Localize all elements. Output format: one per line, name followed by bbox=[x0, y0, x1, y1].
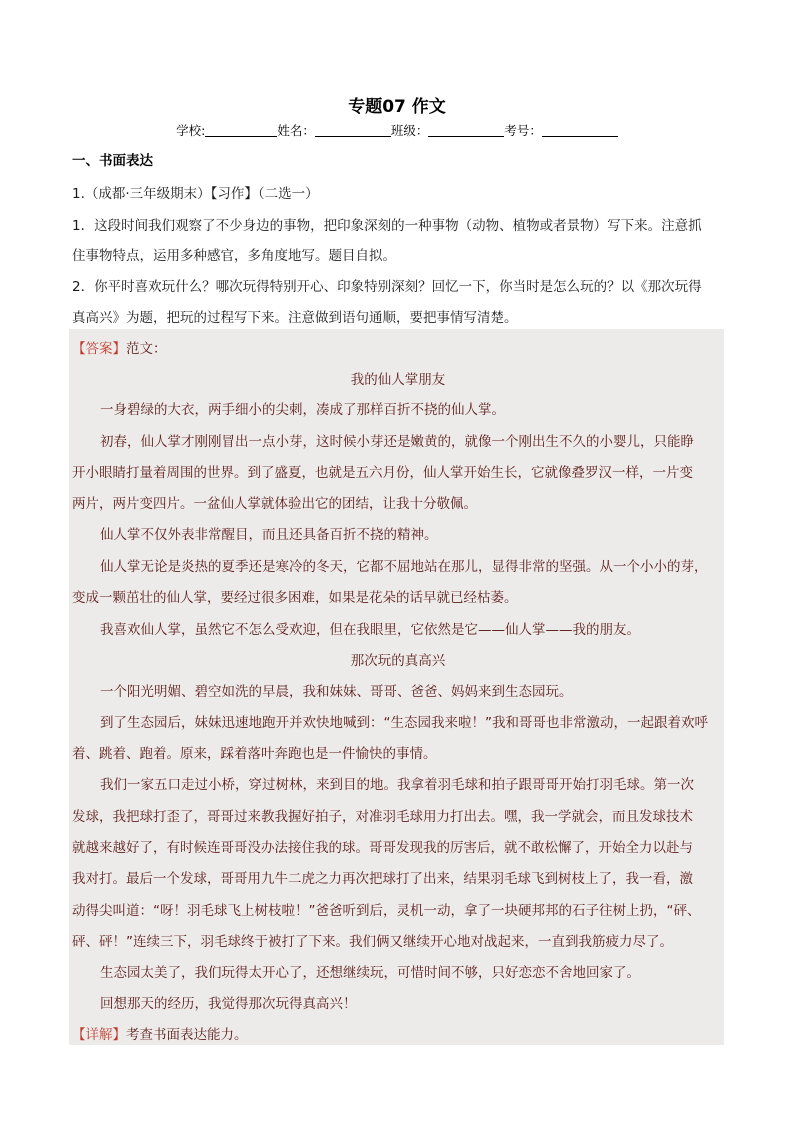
answer-label: 范文： bbox=[126, 341, 167, 357]
essay2-line: 我们一家五口走过小桥，穿过树林，来到目的地。我拿着羽毛球和拍子跟哥哥开始打羽毛球。第一次 bbox=[100, 777, 694, 793]
detail-text: 考查书面表达能力。 bbox=[126, 1027, 248, 1043]
class-blank[interactable] bbox=[428, 123, 504, 137]
student-info-line bbox=[0, 121, 794, 139]
answer-header bbox=[72, 337, 724, 357]
question-header: 1.（成都·三年级期末）【习作】（二选一） bbox=[72, 186, 319, 202]
school-blank[interactable] bbox=[205, 123, 277, 137]
essay1-line: 开小眼睛打量着周围的世界。到了盛夏，也就是五六月份，仙人掌开始生长，它就像叠罗汉一样，一片变 bbox=[72, 465, 693, 481]
number-label: 考号： bbox=[504, 123, 542, 138]
essay2-line: 动得尖叫道：“呀！羽毛球飞上树枝啦！”爸爸听到后，灵机一动，拿了一块硬邦邦的石子往树上扔，“砰、 bbox=[72, 903, 701, 919]
essay1-line: 我喜欢仙人掌，虽然它不怎么受欢迎，但在我眼里，它依然是它——仙人掌——我的朋友。 bbox=[100, 622, 640, 638]
page-title: 专题07 作文 bbox=[348, 97, 446, 117]
school-label: 学校: bbox=[176, 123, 206, 138]
section-heading: 一、书面表达 bbox=[72, 153, 153, 169]
question-option2-line2: 真高兴》为题，把玩的过程写下来。注意做到语句通顺，要把事情写清楚。 bbox=[72, 310, 518, 326]
essay2-line: 就越来越好了，有时候连哥哥没办法接住我的球。哥哥发现我的厉害后，就不敢松懈了，开始全力以赴与 bbox=[72, 840, 693, 856]
number-blank[interactable] bbox=[542, 123, 618, 137]
essay1-line: 仙人掌无论是炎热的夏季还是寒冷的冬天，它都不屈地站在那儿，显得非常的坚强。从一个小小的芽， bbox=[100, 559, 708, 575]
essay2-line: 着、跳着、跑着。原来，踩着落叶奔跑也是一件愉快的事情。 bbox=[72, 746, 437, 762]
detail-line bbox=[72, 1023, 724, 1043]
essay1-line: 初春，仙人掌才刚刚冒出一点小芽，这时候小芽还是嫩黄的，就像一个刚出生不久的小婴儿，只能睁 bbox=[100, 434, 694, 450]
name-label: 姓名： bbox=[277, 123, 315, 138]
essay2-line: 一个阳光明媚、碧空如洗的早晨，我和妹妹、哥哥、爸爸、妈妈来到生态园玩。 bbox=[100, 684, 573, 700]
answer-tag: 【答案】 bbox=[72, 341, 126, 357]
essay2-line: 我对打。最后一个发球，哥哥用九牛二虎之力再次把球打了出来，结果羽毛球飞到树枝上了，我一看，激 bbox=[72, 871, 693, 887]
essay2-title: 那次玩的真高兴 bbox=[350, 653, 446, 669]
essay1-title: 我的仙人掌朋友 bbox=[350, 372, 446, 388]
name-blank[interactable] bbox=[315, 123, 391, 137]
question-option2-line1: 2．你平时喜欢玩什么？哪次玩得特别开心、印象特别深刻？回忆一下，你当时是怎么玩的？以《那次玩得 bbox=[72, 279, 702, 295]
essay1-line: 仙人掌不仅外表非常醒目，而且还具备百折不挠的精神。 bbox=[100, 527, 438, 543]
essay1-line: 一身碧绿的大衣，两手细小的尖刺，凑成了那样百折不挠的仙人掌。 bbox=[100, 402, 505, 418]
question-option1-line2: 住事物特点，运用多种感官，多角度地写。题目自拟。 bbox=[72, 248, 396, 264]
essay1-line: 变成一颗茁壮的仙人掌，要经过很多困难，如果是花朵的话早就已经枯萎。 bbox=[72, 590, 518, 606]
question-option1-line1: 1．这段时间我们观察了不少身边的事物，把印象深刻的一种事物（动物、植物或者景物）写下来。注意抓 bbox=[72, 218, 702, 234]
essay1-line: 两片，两片变四片。一盆仙人掌就体验出它的团结，让我十分敬佩。 bbox=[72, 496, 477, 512]
detail-tag: 【详解】 bbox=[72, 1027, 126, 1043]
essay2-line: 到了生态园后，妹妹迅速地跑开并欢快地喊到：“生态园我来啦！”我和哥哥也非常激动，一起跟着欢呼 bbox=[100, 715, 708, 731]
essay2-line: 发球，我把球打歪了，哥哥过来教我握好拍子，对准羽毛球用力打出去。嘿，我一学就会，而且发球技术 bbox=[72, 809, 693, 825]
essay2-line: 生态园太美了，我们玩得太开心了，还想继续玩，可惜时间不够，只好恋恋不舍地回家了。 bbox=[100, 965, 640, 981]
class-label: 班级： bbox=[390, 123, 429, 138]
essay2-line: 砰、砰！”连续三下，羽毛球终于被打了下来。我们俩又继续开心地对战起来，一直到我筋疲力尽了。 bbox=[72, 934, 673, 950]
essay2-line: 回想那天的经历，我觉得那次玩得真高兴！ bbox=[100, 996, 357, 1012]
